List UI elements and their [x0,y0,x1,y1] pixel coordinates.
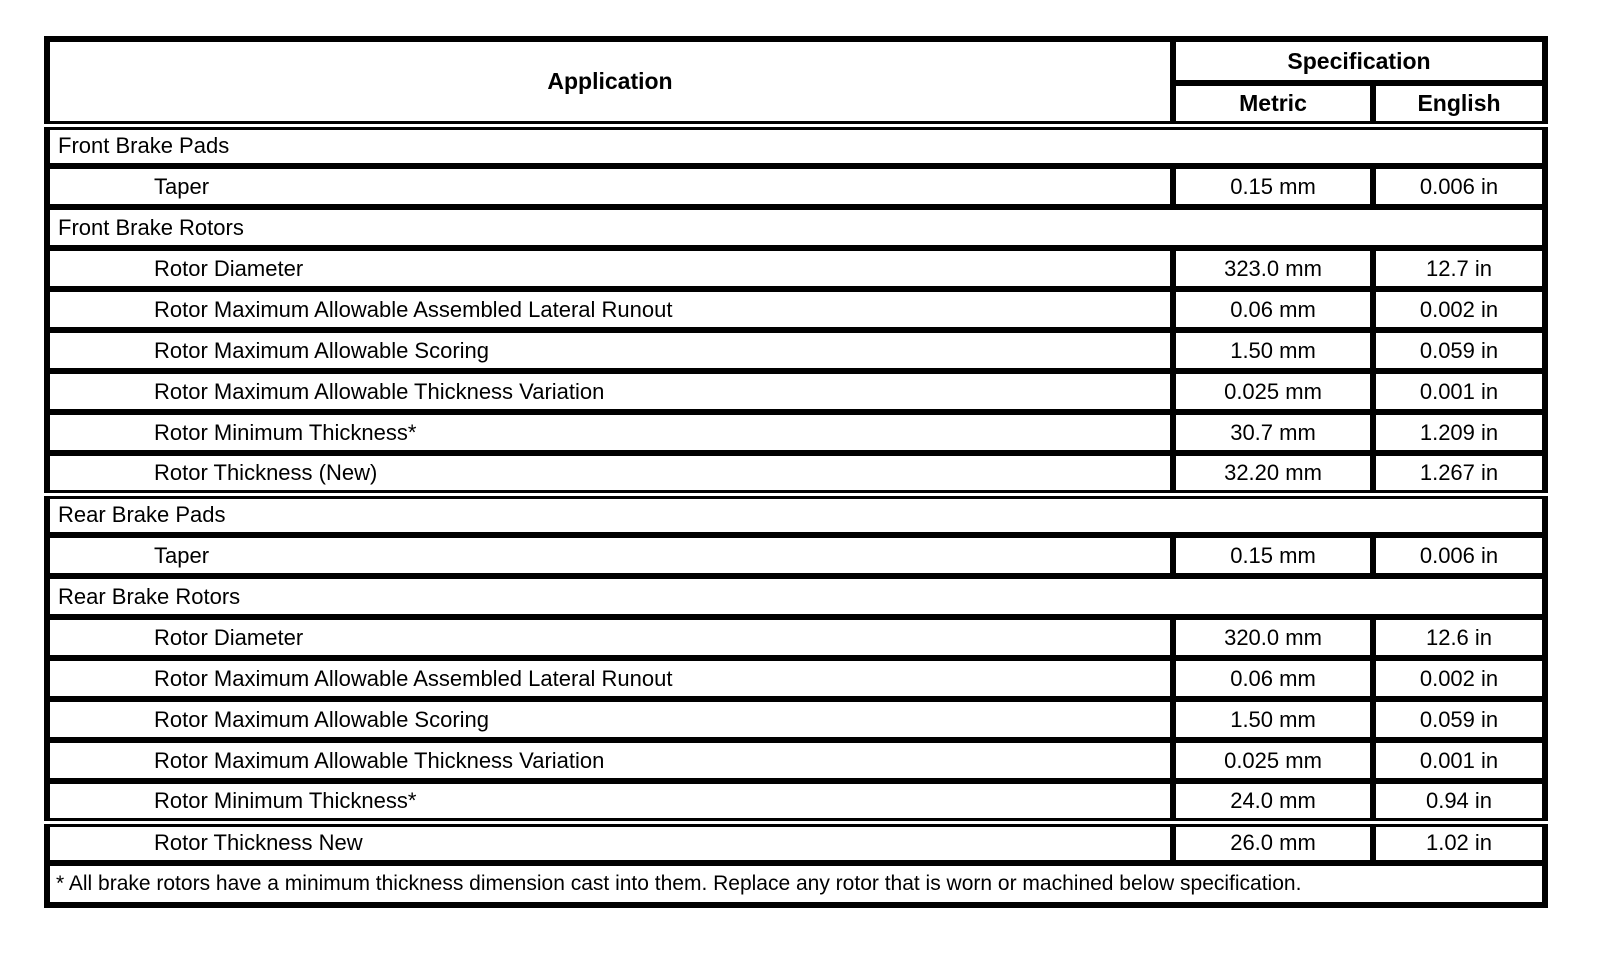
application-label: Rotor Thickness New [47,822,1173,863]
footnote-text: * All brake rotors have a minimum thickness dimension cast into them. Replace any rotor that is worn or machined below specification. [47,863,1545,905]
metric-value: 323.0 mm [1173,248,1373,289]
english-column-header: English [1373,83,1545,125]
metric-value: 1.50 mm [1173,330,1373,371]
english-value: 0.059 in [1373,699,1545,740]
footnote-row [47,863,1545,905]
table-row [47,330,1545,371]
application-label: Rotor Minimum Thickness* [47,412,1173,453]
application-label: Rotor Maximum Allowable Thickness Variation [47,371,1173,412]
application-label: Taper [47,166,1173,207]
metric-value: 24.0 mm [1173,781,1373,822]
application-label: Rotor Maximum Allowable Thickness Variation [47,740,1173,781]
application-label: Rotor Maximum Allowable Assembled Lateral Runout [47,658,1173,699]
english-value: 0.006 in [1373,535,1545,576]
table-row [47,617,1545,658]
section-label: Front Brake Pads [47,125,1545,166]
section-row [47,494,1545,535]
english-value: 1.209 in [1373,412,1545,453]
metric-value: 0.025 mm [1173,371,1373,412]
brake-spec-table [44,36,1548,908]
english-value: 1.02 in [1373,822,1545,863]
application-label: Rotor Maximum Allowable Assembled Lateral Runout [47,289,1173,330]
metric-value: 26.0 mm [1173,822,1373,863]
english-value: 0.001 in [1373,371,1545,412]
table-row [47,289,1545,330]
english-value: 0.059 in [1373,330,1545,371]
english-value: 12.7 in [1373,248,1545,289]
english-value: 12.6 in [1373,617,1545,658]
table-row [47,699,1545,740]
english-value: 0.001 in [1373,740,1545,781]
table-row [47,453,1545,494]
metric-value: 0.025 mm [1173,740,1373,781]
application-label: Rotor Maximum Allowable Scoring [47,330,1173,371]
metric-value: 320.0 mm [1173,617,1373,658]
specification-column-header: Specification [1173,39,1545,83]
section-row [47,576,1545,617]
spec-table-body [47,125,1545,863]
metric-value: 0.15 mm [1173,166,1373,207]
table-row [47,781,1545,822]
table-row [47,248,1545,289]
metric-column-header: Metric [1173,83,1373,125]
table-header [47,39,1545,125]
metric-value: 30.7 mm [1173,412,1373,453]
application-label: Rotor Maximum Allowable Scoring [47,699,1173,740]
metric-value: 0.06 mm [1173,289,1373,330]
table-row [47,371,1545,412]
table-row [47,166,1545,207]
application-label: Rotor Thickness (New) [47,453,1173,494]
brake-spec-table-container [44,36,1548,908]
application-label: Rotor Minimum Thickness* [47,781,1173,822]
application-label: Taper [47,535,1173,576]
table-row [47,535,1545,576]
header-row-1 [47,39,1545,83]
table-row [47,822,1545,863]
table-row [47,658,1545,699]
english-value: 0.002 in [1373,658,1545,699]
section-row [47,125,1545,166]
metric-value: 32.20 mm [1173,453,1373,494]
table-row [47,740,1545,781]
application-label: Rotor Diameter [47,248,1173,289]
metric-value: 0.06 mm [1173,658,1373,699]
section-label: Front Brake Rotors [47,207,1545,248]
english-value: 0.006 in [1373,166,1545,207]
english-value: 0.94 in [1373,781,1545,822]
english-value: 0.002 in [1373,289,1545,330]
metric-value: 1.50 mm [1173,699,1373,740]
section-row [47,207,1545,248]
section-label: Rear Brake Pads [47,494,1545,535]
section-label: Rear Brake Rotors [47,576,1545,617]
application-column-header: Application [47,39,1173,125]
application-label: Rotor Diameter [47,617,1173,658]
table-footer [47,863,1545,905]
table-row [47,412,1545,453]
metric-value: 0.15 mm [1173,535,1373,576]
english-value: 1.267 in [1373,453,1545,494]
